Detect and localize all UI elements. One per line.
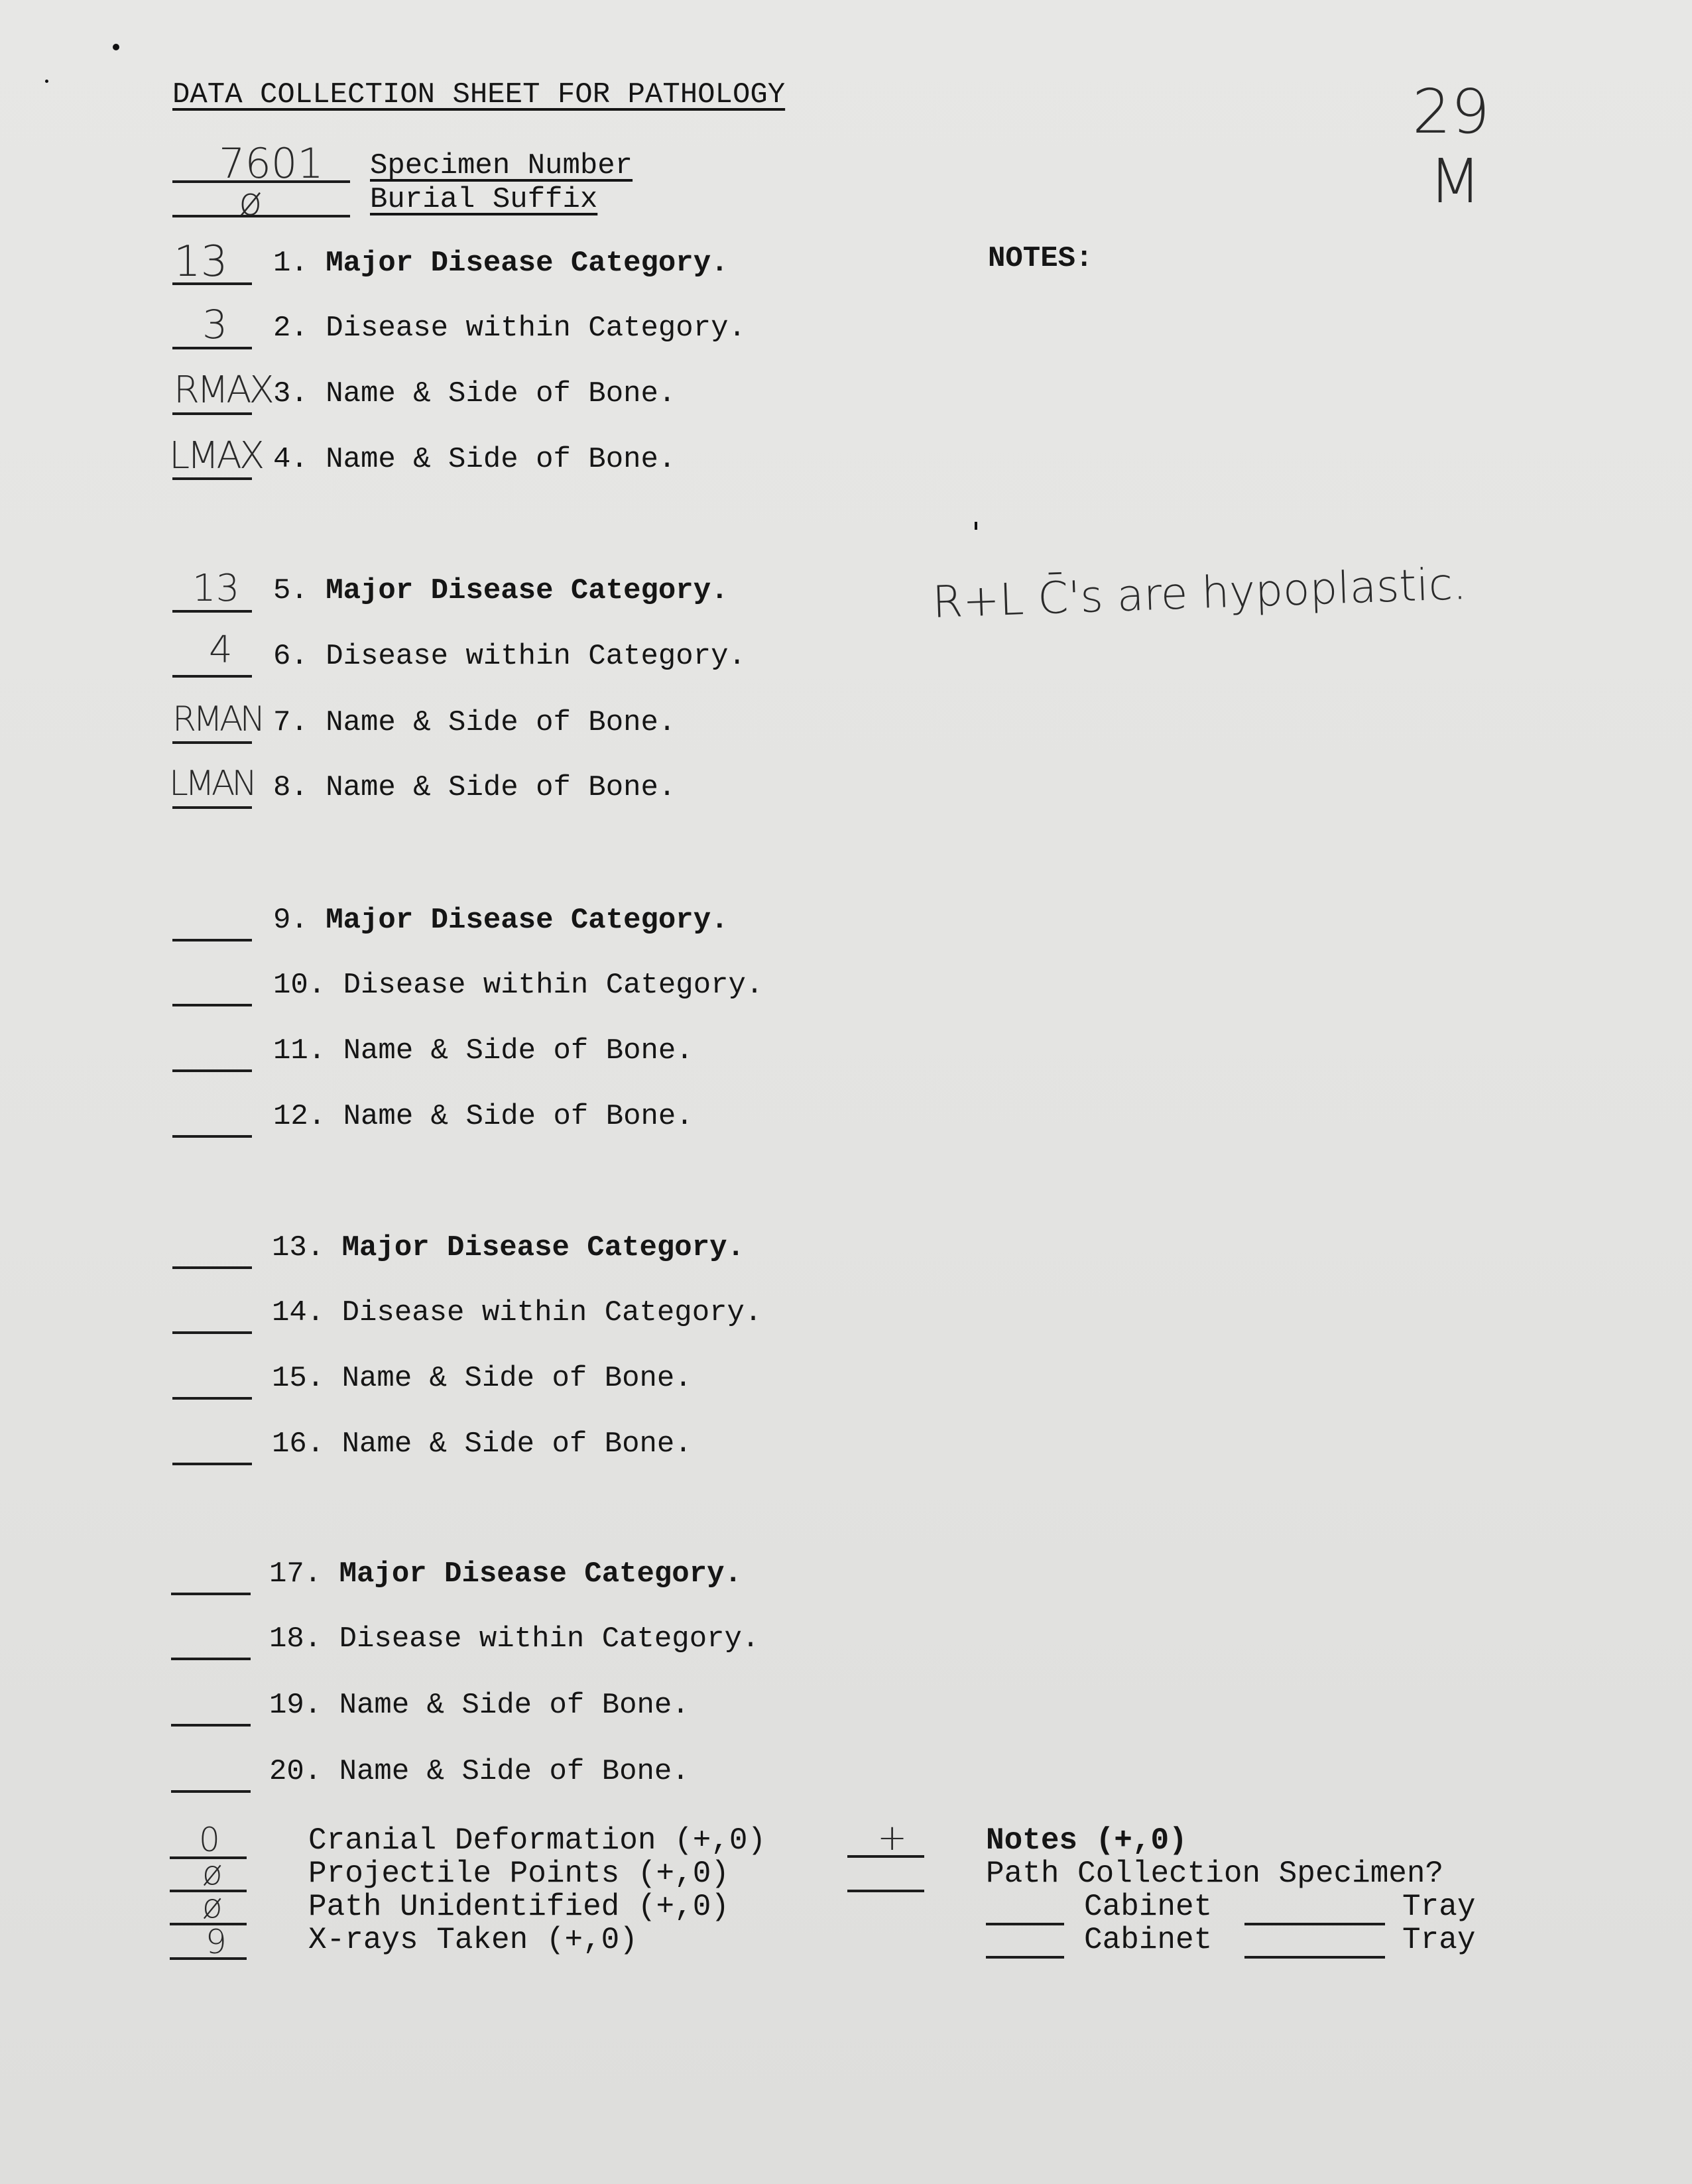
item-16-label: Name & Side of Bone.: [341, 1427, 692, 1461]
item-7: [273, 706, 676, 739]
item-7-label: Name & Side of Bone.: [326, 706, 676, 739]
tray-2-line[interactable]: [1244, 1956, 1385, 1959]
xrays-taken-line: [170, 1957, 247, 1960]
item-9-num: 9.: [273, 904, 308, 937]
item-8: [273, 771, 676, 804]
path-unidentified-label: Path Unidentified (+,0): [308, 1890, 729, 1924]
item-4-label: Name & Side of Bone.: [326, 443, 676, 476]
item-17-line[interactable]: [171, 1593, 251, 1595]
tray-2-label: Tray: [1402, 1923, 1476, 1957]
corner-letter: M: [1429, 146, 1482, 217]
item-5-label: Major Disease Category.: [326, 574, 729, 607]
item-3-label: Name & Side of Bone.: [326, 377, 676, 410]
ink-dot: [975, 522, 977, 530]
projectile-points-value: ø: [202, 1854, 223, 1892]
item-19-label: Name & Side of Bone.: [339, 1689, 690, 1722]
tray-1-line[interactable]: [1244, 1923, 1385, 1925]
item-10-label: Disease within Category.: [343, 969, 764, 1002]
item-1-num: 1.: [273, 247, 308, 280]
item-18-label: Disease within Category.: [339, 1622, 760, 1656]
path-unidentified-value: ø: [202, 1887, 223, 1925]
item-10: [273, 969, 763, 1002]
cranial-deformation-label: Cranial Deformation (+,0): [308, 1823, 766, 1858]
item-19-line[interactable]: [171, 1724, 251, 1727]
item-8-num: 8.: [273, 771, 308, 804]
item-16-num: 16.: [272, 1427, 325, 1461]
burial-suffix-line: [172, 215, 350, 217]
item-11-num: 11.: [273, 1034, 326, 1067]
item-18-num: 18.: [269, 1622, 322, 1656]
item-20-line[interactable]: [171, 1790, 251, 1793]
item-5-num: 5.: [273, 574, 308, 607]
item-18: [269, 1622, 759, 1656]
notes-flag-line: [847, 1855, 924, 1858]
item-12-num: 12.: [273, 1100, 326, 1133]
item-10-line[interactable]: [172, 1004, 252, 1006]
item-20: [269, 1755, 690, 1788]
item-20-label: Name & Side of Bone.: [339, 1755, 690, 1788]
path-collection-line[interactable]: [847, 1890, 924, 1892]
item-12-line[interactable]: [172, 1135, 252, 1138]
item-7-num: 7.: [273, 706, 308, 739]
notes-flag-label: Notes (+,0): [986, 1823, 1187, 1858]
item-11-label: Name & Side of Bone.: [343, 1034, 694, 1067]
projectile-points-label: Projectile Points (+,0): [308, 1856, 729, 1891]
corner-number: 29: [1412, 76, 1490, 147]
item-14-line[interactable]: [172, 1331, 252, 1334]
item-2: [273, 312, 746, 345]
item-4: [273, 443, 676, 476]
item-13-line[interactable]: [172, 1266, 252, 1269]
item-10-num: 10.: [273, 969, 326, 1002]
item-3: [273, 377, 676, 410]
item-3-line: [172, 412, 252, 415]
item-15: [272, 1362, 692, 1395]
item-4-value: LMAX: [169, 434, 263, 477]
item-5: [273, 574, 729, 607]
xrays-taken-value: 9: [206, 1923, 227, 1961]
burial-suffix-value: ø: [239, 179, 263, 224]
notes-heading: NOTES:: [988, 242, 1093, 275]
item-1: [273, 247, 729, 280]
item-6-label: Disease within Category.: [326, 640, 746, 673]
cabinet-2-line[interactable]: [986, 1956, 1064, 1959]
item-11: [273, 1034, 694, 1067]
path-collection-label: Path Collection Specimen?: [986, 1856, 1444, 1891]
item-8-label: Name & Side of Bone.: [326, 771, 676, 804]
item-3-value: RMAX: [174, 369, 272, 412]
item-17: [269, 1557, 742, 1591]
item-4-num: 4.: [273, 443, 308, 476]
item-3-num: 3.: [273, 377, 308, 410]
item-9-label: Major Disease Category.: [326, 904, 729, 937]
item-20-num: 20.: [269, 1755, 322, 1788]
item-6-line: [172, 675, 252, 678]
item-4-line: [172, 477, 252, 480]
notes-handwritten: R+L C̄'s are hypoplastic.: [932, 558, 1468, 628]
item-18-line[interactable]: [171, 1658, 251, 1660]
item-8-line: [172, 806, 252, 809]
item-14-label: Disease within Category.: [341, 1296, 762, 1329]
item-6-value: 4: [209, 629, 233, 672]
item-15-label: Name & Side of Bone.: [341, 1362, 692, 1395]
tray-1-label: Tray: [1402, 1890, 1476, 1924]
cranial-deformation-value: 0: [199, 1821, 220, 1859]
item-13-label: Major Disease Category.: [341, 1231, 745, 1264]
ink-speck: [113, 44, 119, 50]
item-2-num: 2.: [273, 312, 308, 345]
burial-suffix-label: Burial Suffix: [370, 183, 598, 216]
cabinet-1-label: Cabinet: [1084, 1890, 1213, 1924]
item-5-line: [172, 610, 252, 613]
item-7-line: [172, 741, 252, 744]
item-17-label: Major Disease Category.: [339, 1557, 742, 1591]
item-6-num: 6.: [273, 640, 308, 673]
item-6: [273, 640, 746, 673]
page-title: DATA COLLECTION SHEET FOR PATHOLOGY: [172, 78, 786, 111]
item-12-label: Name & Side of Bone.: [343, 1100, 694, 1133]
notes-flag-value: +: [877, 1817, 908, 1858]
item-7-value: RMAN: [172, 699, 263, 739]
item-11-line[interactable]: [172, 1069, 252, 1072]
item-17-num: 17.: [269, 1557, 322, 1591]
item-5-value: 13: [192, 567, 240, 610]
item-19: [269, 1689, 690, 1722]
item-13-num: 13.: [272, 1231, 325, 1264]
item-15-line[interactable]: [172, 1397, 252, 1400]
item-2-label: Disease within Category.: [326, 312, 746, 345]
item-1-value: 13: [174, 237, 228, 286]
item-13: [272, 1231, 745, 1264]
item-14-num: 14.: [272, 1296, 325, 1329]
xrays-taken-label: X-rays Taken (+,0): [308, 1923, 638, 1957]
specimen-number-label: Specimen Number: [370, 149, 633, 182]
ink-speck: [45, 80, 48, 83]
item-14: [272, 1296, 762, 1329]
item-9-line[interactable]: [172, 939, 252, 941]
item-15-num: 15.: [272, 1362, 325, 1395]
cabinet-2-label: Cabinet: [1084, 1923, 1213, 1957]
item-19-num: 19.: [269, 1689, 322, 1722]
item-8-value: LMAN: [169, 764, 255, 804]
item-1-label: Major Disease Category.: [326, 247, 729, 280]
item-9: [273, 904, 729, 937]
cabinet-1-line[interactable]: [986, 1923, 1064, 1925]
item-16: [272, 1427, 692, 1461]
item-2-value: 3: [202, 302, 228, 348]
specimen-number-value: 7601: [219, 139, 324, 188]
item-16-line[interactable]: [172, 1463, 252, 1465]
item-12: [273, 1100, 694, 1133]
